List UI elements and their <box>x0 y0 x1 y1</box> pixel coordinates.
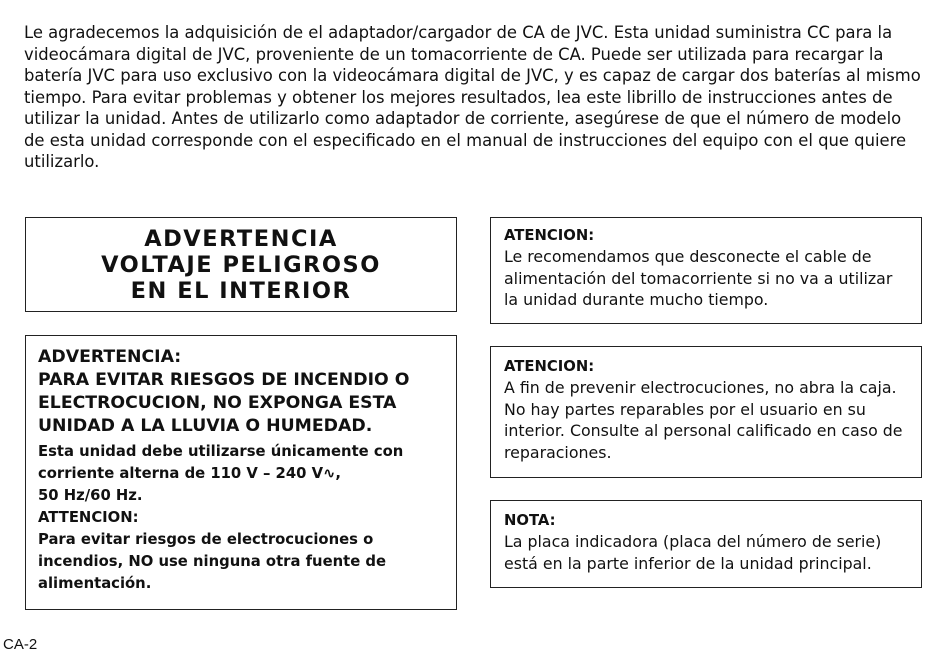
voltage-warning-line2: VOLTAJE PELIGROSO <box>101 251 381 278</box>
fire-warning-title: ADVERTENCIA: <box>38 347 182 367</box>
atencion-2-text: A fin de prevenir electrocuciones, no abra la caja. No hay partes reparables por el usuario en su interior. Consulte al personal calificado en caso de reparaciones. <box>504 378 903 462</box>
fire-warning-box <box>25 335 457 610</box>
power-spec-line2: corriente alterna de 110 V – 240 V∿, <box>38 465 342 482</box>
voltage-warning-line1: ADVERTENCIA <box>144 225 338 252</box>
power-spec-line1: Esta unidad debe utilizarse únicamente con <box>38 443 404 460</box>
nota-text: La placa indicadora (placa del número de serie) está en la parte inferior de la unidad principal. <box>504 532 882 573</box>
atencion-box-1 <box>490 217 922 324</box>
intro-paragraph: Le agradecemos la adquisición de el adaptador/cargador de CA de JVC. Esta unidad suministra CC para la videocámara digital de JVC, proveniente de un tomacorriente de CA. Puede ser utilizada para recargar la batería JVC para uso exclusivo con la videocámara digital de JVC, y es capaz de cargar dos baterías al mismo tiempo. Para evitar problemas y obtener los mejores resultados, lea este librillo de instrucciones antes de utilizar la unidad. Antes de utilizarlo como adaptador de corriente, asegúrese de que el número de modelo de esta unidad corresponde con el especificado en el manual de instrucciones del equipo con el que quiere utilizarlo. <box>24 23 921 171</box>
voltage-warning-line3: EN EL INTERIOR <box>130 277 352 304</box>
atencion-1-title: ATENCION: <box>504 227 595 244</box>
nota-title: NOTA: <box>504 512 556 529</box>
power-spec-line3: 50 Hz/60 Hz. <box>38 487 143 504</box>
voltage-warning-box <box>25 217 457 312</box>
nota-box <box>490 500 922 588</box>
atencion-box-2 <box>490 346 922 478</box>
page-number: CA-2 <box>3 636 38 653</box>
atencion-2-title: ATENCION: <box>504 358 595 375</box>
attention-title: ATTENCION: <box>38 509 139 526</box>
atencion-1-text: Le recomendamos que desconecte el cable de alimentación del tomacorriente si no va a utilizar la unidad durante mucho tiempo. <box>504 247 893 309</box>
fire-warning-text: PARA EVITAR RIESGOS DE INCENDIO O ELECTROCUCION, NO EXPONGA ESTA UNIDAD A LA LLUVIA O HUMEDAD. <box>38 370 410 436</box>
attention-text: Para evitar riesgos de electrocuciones o incendios, NO use ninguna otra fuente de alimentación. <box>38 531 387 592</box>
